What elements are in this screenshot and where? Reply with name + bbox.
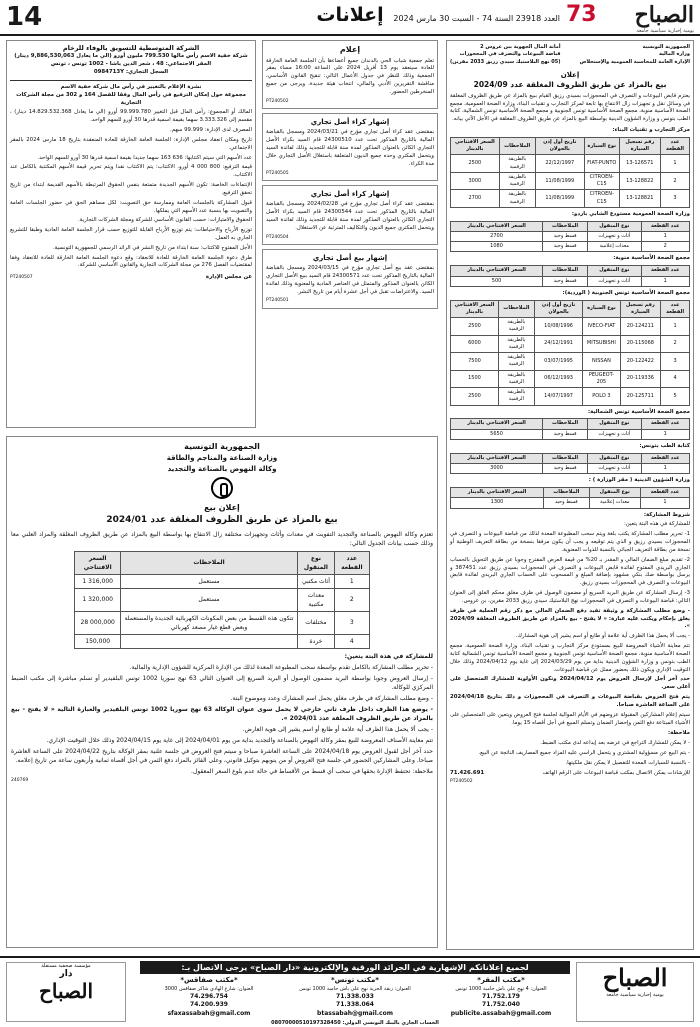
publication-title: نشرة الإعلام بالتغيير في رأس مال شركة خفية الاسم [60,83,202,90]
table-row: 2 20-115068 MITSUBISHI 24/12/1991 بالطريقة الرقمية 6000 [451,335,690,353]
section-heading: مركز التجارب و تقنيات البناء: [612,127,690,134]
table-row: 1 أثاث مكتبي مستعمل 1 316,000 [75,574,369,588]
announcement-body: بمقتضى عقد كراء أصل تجاري مؤرخ في 2024/02/28 ومسجل بالقباضة المالية بالتاريخ المذكور تحت عدد 24300544 قام السيد بكراء الأصل التجاري الكائن بالعنوان المذكور لمدة سنة قابلة للتجديد وذلك لفائدة السيد ويتحمل المكتري جميع الديون والتكاليف المترتبة عن الاستغلال. [266,201,434,231]
note-item: - لا يمكن للمشارك التراجع في عرضه بعد إيداعه لدى مكتب الضبط. [540,740,690,747]
small-announcements [262,40,438,428]
announcement-box [262,113,438,181]
company-registry: السجل التجاري: 0984713Y [93,69,169,76]
dar-assabah-logo [6,962,126,1022]
footer-logo-tagline: يومية إخبارية سياسية جامعة [606,992,664,998]
note-item: - بالنسبة للسيارات المعدة للتفصيل لا يمكن نقل ملكيتها. [565,759,690,766]
auction-notice-2024-09 [446,40,694,950]
announcement-box [262,185,438,245]
footer-logo [576,962,694,1022]
issue-info: العدد 23918 السنة 74 - السبت 30 مارس 2024 [393,14,560,23]
company-name: الشركة المتوسطية للتسويق بالوفاء للرخام [62,44,200,52]
authority-left: أمانة المال الجهوية ببن عروس 2 قباضة البيوعات والتصرف في المحجوزات (05 نهج البلاستيك سيدي رزيق 2033 مقرين) [450,44,561,65]
notice-item: الإنتماءات الخاصة: تكون الأسهم الجديدة متمتعة بنفس الحقوق المرتبطة بالأسهم القديمة ابتداء من تاريخ تحقق الترفيع. [10,182,252,196]
table-row: 4 خردة 150,000 [75,634,369,648]
notice-item: تاريخ ومكان انعقاد مجلس الإدارة: الجلسة العامة الخارقة للعادة المنعقدة بتاريخ 18 مارس 2024 بالمقر الاجتماعي. [10,136,253,151]
condition-item: - يجب ألا يحمل هذا الظرف أية علامة أو طابع أو اسم يشير إلى هوية المشارك. [515,633,690,640]
table-row: 2 13-128822 CITROEN-C15 11/08/1999 بالطريقة الرقمية 3000 [451,172,690,190]
notice-item: الحقوق والامتيازات: حسب القانون الأساسي للشركة ومجلة الشركات التجارية. [77,217,252,224]
footer-logo-name: الصباح [602,963,668,992]
sale-table: عدد القطعة نوع المنقول الملاحظات السعر الافتتاحي 1 أثاث مكتبي مستعمل 1 316,000 2 معدات مكتبية مستعمل 1 320,000 3 مختلفات تتكون هذه القسط من بعض المكونات الكهربائية الجديدة والمستعملة وبعض قطع غيار مصعد كهربائي 28 000,000 4 خردة 150,000 [74,551,369,649]
deadline-paragraph: حدد آخر أجل لقبول العروض يوم 2024/04/18 على الساعة العاشرة صباحا و سيتم فتح العروض في جلسة علنية بمقر الوكالة بتاريخ 2024/04/22 على الساعة العاشرة صباحا. وعلى المشاركين الحضور في جلسة فتح العروض أو من ينوبهم بتوكيل قانوني، وعلى الفائز بالمزاد دفع الثمن في أجل أقصاه ثمانية وأربعون ساعة من تاريخ إعلامه. [11,747,433,764]
authority-line: الجمهورية التونسية [184,442,260,451]
condition-item: تتم معاينة الأشياء المعروضة للبيع بمستودع مركز التجارب و تقنيات البناء، وزارة الصحة العمومية، مجمع الصحة الأساسية منوبة، مجمع الصحة الأساسية تونس الجنوبية و مجمع الصحة الأساسية تونس الشمالية كتابة الطب بتونس و وزارة الشؤون الدينية بداية من يوم 2024/03/29 إلى غاية يوم 2024/04/12 وذلك خلال التوقيت الإداري ويكون ذلك بحضور ممثل عن قباضة البيوعات. [450,643,690,673]
condition-item: - يوضع هذا الظرف داخل ظرف ثاني خارجي لا يحمل سوى عنوان الوكالة 63 نهج سوريا 1002 تونس البلفيدير والعبارة التالية « لا يفتح - بيع بالمزاد عن طريق الظروف المغلقة عدد 2024/01 ». [11,705,433,722]
dar-assabah-tag: مؤسسة صحفية مستقلة [41,963,91,969]
conditions-intro: للمشاركة في هذه البتة يتعين: [623,521,690,528]
items-table-3: عدد القطعة نوع المنقول الملاحظات السعر الافتتاحي بالدينار 1 أثاث و تجهيزات قسط وحيد 500 [450,265,690,287]
items-table-7: عدد القطعة نوع المنقول الملاحظات السعر الافتتاحي بالدينار 1 معدات إعلامية قسط وحيد 1300 [450,487,690,509]
association-notice [262,40,438,109]
sale-title: بيع بالمزاد عن طريق الظروف المغلقة عدد 2024/01 [106,515,338,525]
table-row: 5 20-125711 POLO 3 14/07/1997 بالطريقة الرقمية 2500 [451,388,690,406]
notice-item: المالك أو المجموع: رأس المال قبل التغيير 99.999.780 أورو (الي ما يعادل 14.829.532.368 دينار) ، مقسم إلى 3.333.326 سهما بقيمة اسمية قدرها 30 أورو للسهم الواحد. [10,109,253,124]
table-row: 1 أثاث و تجهيزات قسط وحيد 3000 [451,464,690,474]
office-email[interactable]: btassabah@gmail.com [317,1009,393,1017]
condition-item: 2- تقديم مبلغ الضمان المالي و المقدر بـ 20% من قيمة العرض المقترح وجوبا عن طريق التحويل بالحساب الجاري البريدي المفتوح لفائدة قابض البيوعات و التصرف في المحجوزات بسيدي رزيق عدد 387451 و يرسل بواسطة صك بنكي مشهود بإضافة المبلغ و المسحوب على الحساب الجاري البريدي لفائدة قابض البيوعات و التصرف في المحجوزات بسيدي رزيق. [450,556,690,587]
advertising-footer [0,956,700,1027]
divider [10,80,252,81]
office-tunis: *مكتب تونس* العنوان: زنقة الحرية نهج علي باش حامبة 1000 تونس 71.338.033 71.338.064 btassabah@gmail.com [286,976,424,1022]
table-row: 1 20-124211 IVECO-FIAT 10/08/1996 بالطريقة الرقمية 2500 [451,318,690,336]
notice-item: المصرف لدى الإدارة: 99.999 سهم. [170,127,252,134]
ad-ref: PT240505 [266,170,289,176]
table-row: 3 مختلفات تتكون هذه القسط من بعض المكونات الكهربائية الجديدة والمستعملة وبعض قطع غيار مصعد كهربائي 28 000,000 [75,611,369,634]
vehicles-table-4: عدد القطعة رقم تسجيل السيارة نوع السيارة تاريخ أول إذن بالجولان الملاحظات السعر الافتتاحي بالدينار 1 20-124211 IVECO-FIAT 10/08/1996 بالطريقة الرقمية 2500 2 20-115068 MITSUBISHI 24/12/1991 بالطريقة الرقمية 6000 3 20-122422 NISSAN 03/07/1995 بالطريقة الرقمية 7500 4 20-119336 PEUGEOT-205 06/12/1993 بالطريقة الرقمية 1500 5 20-125711 POLO 3 14/07/1997 بالطريقة الرقمية 2500 [450,300,690,406]
conditions-title: للمشاركة في هذه البتة يتعين: [344,652,433,660]
auction-intro: يعتزم قابض البيوعات و التصرف في المحجوزات بسيدي رزيق القيام ببيع بالمزاد عن طريق الظروف المغلقة في وسائل نقل و تجهيزات زال الانتفاع بها تابعة لمركز التجارب و تقنيات البناء، وزارة الصحة العمومية، مجمع الصحة الأساسية منوبة، مجمع الصحة الأساسية تونس الجنوبية و مجمع الصحة الأساسية تونس الشمالية، كتابة الطب بتونس و وزارة الشؤون الدينية بواسطة البيع بالمزاد عن طريق الظروف المغلقة في الأجل الآتي بيانه. [450,92,690,123]
conditions-title: شروط المشاركة: [643,511,690,518]
table-row: 1 أثاث و تجهيزات قسط وحيد 500 [451,276,690,286]
items-table-5: عدد القطعة نوع المنقول الملاحظات السعر الافتتاحي بالدينار 1 أثاث و تجهيزات قسط وحيد 5650 [450,418,690,440]
sale-note: ملاحظة: تحتفظ الإدارة بحقها في سحب أي قسط من الأقساط في حالة عدم بلوغ السعر المعقول. [191,767,433,775]
notice-item: الأجل المفتوح للاكتتاب: سنة ابتداء من تاريخ النشر في الرائد الرسمي للجمهورية التونسية. [52,244,252,251]
table-row: 3 13-128821 CITROEN-C15 11/08/1999 بالطريقة الرقمية 2700 [451,190,690,208]
ad-ref: PT240504 [266,234,289,240]
table-row: 1 أثاث و تجهيزات قسط وحيد 2700 [451,231,690,241]
condition-item: - يجب ألا يحمل هذا الظرف أية علامة أو طابع أو اسم يشير إلى هوية العارض. [242,725,433,733]
table-row: 2 معدات إعلامية قسط وحيد 1080 [451,242,690,252]
announcement-body: بمقتضى عقد بيع أصل تجاري مؤرخ في 2024/03/15 ومسجل بالقباضة المالية بالتاريخ المذكور تحت عدد 24300571 قام السيد ببيع الأصل التجاري الكائن بالعنوان المذكور والمتمثل في العناصر المادية والمعنوية وذلك لفائدة السيد. والاعتراضات تقبل في أجل عشرة أيام من تاريخ النشر. [266,265,434,295]
announcement-title: إشهار كراء أصل تجاري [310,118,390,127]
table-row: 1 أثاث و تجهيزات قسط وحيد 5650 [451,429,690,439]
section-heading: وزارة الشؤون الدينية ( مقر الوزارة ) : [588,477,690,484]
condition-item: - وضع مطلب المشاركة في ظرف مغلق يحمل اسم المشارك وعدد وموضوع البتة. [230,694,433,702]
office-email[interactable]: sfaxassabah@gmail.com [167,1009,251,1017]
ad-ref: PT240507 [10,275,33,281]
inspection-paragraph: تتم معاينة الأصناف المعروضة للبيع بمقر وكالة النهوض بالصناعة والتجديد بداية من يوم 2024/04/01 إلى غاية يوم 2024/04/15 وذلك خلال التوقيت الإداري. [46,736,433,744]
condition-item: - إرسال العروض وجوبا بواسطة البريد مضمون الوصول أو البريد السريع إلى العنوان التالي 63 نهج سوريا 1002 تونس البلفيدير أو تسلم مباشرة إلى مكتب الضبط المركزي للوكالة. [11,674,433,691]
notice-label: إعلان بيع [204,503,240,512]
agency-sale-notice [6,436,438,948]
bank-account: الحساب الجاري بالبنك التونسي الدولي: 08070000510197328450 [271,1020,439,1026]
condition-item: حدد آخر أجل لإرسال العروض يوم 2024/04/12 وتكون الأولوية للمشارك المتحصل على أعلى سعر. [450,676,690,691]
office-hq: *مكتب المقر* العنوان: 4 نهج علي باش حامبة 1000 تونس 71.752.179 71.752.040 publicite.assabah@gmail.com [432,976,570,1022]
ad-ref: PT240501 [266,298,289,304]
items-table-2: عدد القطعة نوع المنقول الملاحظات السعر الافتتاحي بالدينار 1 أثاث و تجهيزات قسط وحيد 2700 2 معدات إعلامية قسط وحيد 1080 [450,221,690,253]
company-hq: المقر الاجتماعي: 48 ، شعر الدين باشا - 1002 تونس ، تونس [50,61,212,68]
items-table-6: عدد القطعة نوع المنقول الملاحظات السعر الافتتاحي بالدينار 1 أثاث و تجهيزات قسط وحيد 3000 [450,453,690,475]
office-phone: 71.752.179 [482,992,520,1000]
section-heading: كتابة الطب بتونس: [639,442,690,449]
ad-ref: PT240502 [450,779,473,785]
table-row: 4 20-119336 PEUGEOT-205 06/12/1993 بالطريقة الرقمية 1500 [451,370,690,388]
announcement-box [262,249,438,309]
sale-intro: تعتزم وكالة النهوض بالصناعة والتجديد التفويت في معدات وأثاث وتجهيزات مختلفة زال الانتفاع بها بواسطة البيع بالمزاد عن طريق الظروف المغلقة والمزاد العلني معا وذلك حسب بيانات الجدول التالي: [11,530,433,547]
authority-right: الجمهورية التونسية وزارة المالية الإدارة العامة للمحاسبة العمومية والإستخلاص [579,44,690,65]
office-sfax: *مكتب صفاقس* العنوان: شارع الهادي شاكر صفاقس 3000 74.296.754 74.200.939 sfaxassabah@gmail.com [140,976,278,1022]
contact-line: للإرشادات يمكن الاتصال بمكتب قباضة البيوعات على الرقم الهاتف 71.426.691 [450,769,690,776]
office-fax: 71.752.040 [482,1001,520,1009]
section-heading: وزارة الصحة العمومية مستودع الشابي باردو: [571,210,690,217]
table-row: 1 13-126571 FIAT-PUNTO 22/12/1997 بالطريقة الرقمية 2500 [451,155,690,173]
contact-phone: 71.426.691 [450,769,485,776]
section-heading: مجمع الصحة الأساسية تونس الشمالية: [587,408,690,415]
dar-assabah-prefix: دار [59,969,73,979]
condition-item: 3- إرسال المشاركة عن طريق البريد السريع أو مضمون الوصول في ظرف مغلق محكم الغلق إلى العنوان التالي: قباضة البيوعات و التصرف في المحجوزات نهج البلاستيك سيدي رزيق 2033 مقرين، بن عروس. [450,590,690,604]
section-title: إعلانات [316,4,384,26]
agency-logo-icon [211,477,233,499]
capital-increase-notice [6,40,256,428]
authority-line: وزارة الصناعة والمناجم والطاقة [166,454,278,462]
office-phone: 71.338.033 [336,992,374,1000]
condition-item: - وضع مطلب المشاركة و وثيقة تفيد دفع الضمان المالي مع ذكر رقم العملية في ظرف يغلق بإحكام ويكتب عليه عبارة: « لا يفتح - بيع بالمزاد عن طريق الظروف المغلقة 2024/09 ». [450,607,690,630]
condition-item: - تحرير مطلب المشاركة بالكامل تقدم بواسطة سحب المطبوعة المعدة لذلك من الإدارة المركزية للشؤون الإدارية والمالية. [129,663,433,671]
notice-body: تعلم جمعية شباب الحي بالدندان جميع أعضاءها بأن الجلسة العامة الخارقة للعادة سينعقد يوم 13 أفريل 2024 على الساعة 16:00 مساء بمقر الجمعية وذلك للنظر في جدول الأعمال التالي: تنقيح القانون الأساسي، مناقشة التقريرين الأدبي والمالي، انتخاب هيئة جديدة. ويرجى من جميع المنخرطين الحضور. [266,57,434,95]
footer-headline: لجميع إعلاناتكم الإشهارية في الجرائد الورقية والإلكترونية «دار الصباح» يرجى الاتصال بـ: [140,961,570,974]
notice-heading: مجموعة حول إمكان الترفيع في رأس المال وفقا للفصل 164 و 302 من مجلة الشركات التجارية [16,91,246,106]
office-phone: 74.296.754 [190,992,228,1000]
condition-item: سيتم إعلام المشاركين المقبولة عروضهم في الأيام الموالية لجلسة فتح العروض ويتعين على المتحصلين على الأشياء المبتاعة دفع الثمن وإحضار الضمان وتسلم المبيع في أجل أقصاه 15 يوما. [450,711,690,726]
masthead-logo [566,2,694,32]
condition-item: يتم فتح العروض بقباضة البيوعات و التصرف في المحجوزات و ذلك بتاريخ 2024/04/18 على الساعة العاشرة صباحا. [450,694,690,708]
ad-ref: 240769 [11,777,29,783]
note-title: ملاحظة: [668,730,690,737]
table-row: 2 معدات مكتبية مستعمل 1 320,000 [75,588,369,611]
section-heading: مجمع الصحة الأساسية تونس الجنوبية ( الوردية): [562,289,690,296]
authority-line: وكالة النهوض بالصناعة والتجديد [167,464,277,473]
note-item: - يتم البيع عن مسؤولية المشتري و يتحمل الراسي عليه المزاد جميع المصاريف الناتجة عن البيع. [478,749,690,756]
masthead-year: 73 [566,2,597,27]
masthead-name: الصباح [634,2,694,28]
dar-assabah-name: الصباح [38,979,94,1003]
office-fax: 71.338.064 [336,1001,374,1009]
announcement-title: إشهار كراء أصل تجاري [310,190,390,199]
notice-item: طرق دعوة الجلسة العامة الخارقة للعادة للانعقاد: وقع دعوة الجلسة العامة الخارقة للعادة للانعقاد وفقا لمقتضيات الفصل 276 من مجلة الشركات التجارية والقانون الأساسي للشركة. [10,254,252,269]
vehicles-table-1: عدد القطعة رقم تسجيل السيارة نوع السيارة تاريخ أول إذن بالجولان الملاحظات السعر الافتتاحي بالدينار 1 13-126571 FIAT-PUNTO 22/12/1997 بالطريقة الرقمية 2500 2 13-128822 CITROEN-C15 11/08/1999 بالطريقة الرقمية 3000 3 13-128821 CITROEN-C15 11/08/1999 بالطريقة الرقمية 2700 [450,137,690,208]
signature: عن مجلس الإدارة [205,274,252,281]
table-row: 3 20-122422 NISSAN 03/07/1995 بالطريقة الرقمية 7500 [451,353,690,371]
announcement-title: إشهار بيع أصل تجاري [312,254,388,263]
masthead-tagline: يومية إخبارية سياسية جامعة [636,28,694,34]
section-heading: مجمع الصحة الأساسية منوبة: [613,255,690,262]
condition-item: 1- تحرير مطلب المشاركة يكتب بلغة ويتم سحب المطبوعة المعدة لذلك من قباضة البيوعات و التصرف في المحجوزات بسيدي رزيق و الذي يتم توقيعه و يجب أن يكون مرفقا بنسخة من بطاقة التعريف الوطنية أو نسخة من بطاقة التعريف الجبائي بالنسبة للذوات المعنوية. [450,531,690,553]
notice-title: إعلام [339,45,361,54]
notice-item: توزيع الأرباح والاحتياطات: يتم توزيع الأرباح القابلة للتوزيع حسب قرار الجلسة العامة العادية وطبقا للتشريع الجاري به العمل. [10,227,252,241]
office-fax: 74.200.939 [190,1001,228,1009]
notice-label: إعلان [560,70,580,79]
table-row: 1 معدات إعلامية قسط وحيد 1300 [451,498,690,508]
auction-title: بيع بالمزاد عن طريق الظروف المغلقة عدد 2024/09 [473,79,667,89]
notice-item: قبول المشاركة بالجلسات العامة وممارسة حق التصويت: لكل مساهم الحق في حضور الجلسات العامة والتصويت بها بنسبة عدد الأسهم التي يملكها. [10,199,252,214]
notice-item: عدد الأسهم التي سيتم اكتتابها: 636 163 سهما جديدا بقيمة اسمية قدرها 30 أورو للسهم الواحد. [37,154,252,161]
authority-header [450,44,690,66]
announcement-body: بمقتضى عقد كراء أصل تجاري مؤرخ في 2024/03/21 ومسجل بالقباضة المالية بالتاريخ المذكور تحت عدد 24300510 قام السيد بكراء الأصل التجاري الكائن بالعنوان المذكور لمدة سنة قابلة للتجديد وذلك لفائدة السيد ويتحمل المكتري وحده جميع الديون المتعلقة باستغلال الأصل التجاري خلال مدة الكراء. [266,129,434,167]
office-email[interactable]: publicite.assabah@gmail.com [450,1009,552,1017]
page-number: 14 [6,2,43,32]
page-header [0,0,700,36]
signature-line [10,274,252,282]
notice-item: قيمة الترفيع: 800 000 4 أورو. الاكتتاب: يتم الاكتتاب نقدا ويتم تحرير قيمة الأسهم المكتتبة بالكامل عند الاكتتاب. [10,164,252,179]
company-capital: شركة خفية الاسم رأس مالها 799.530 مليون أورو (الي ما يعادل 9,886,530,063 دينار) [14,53,248,60]
ad-ref: PT240502 [266,98,289,104]
